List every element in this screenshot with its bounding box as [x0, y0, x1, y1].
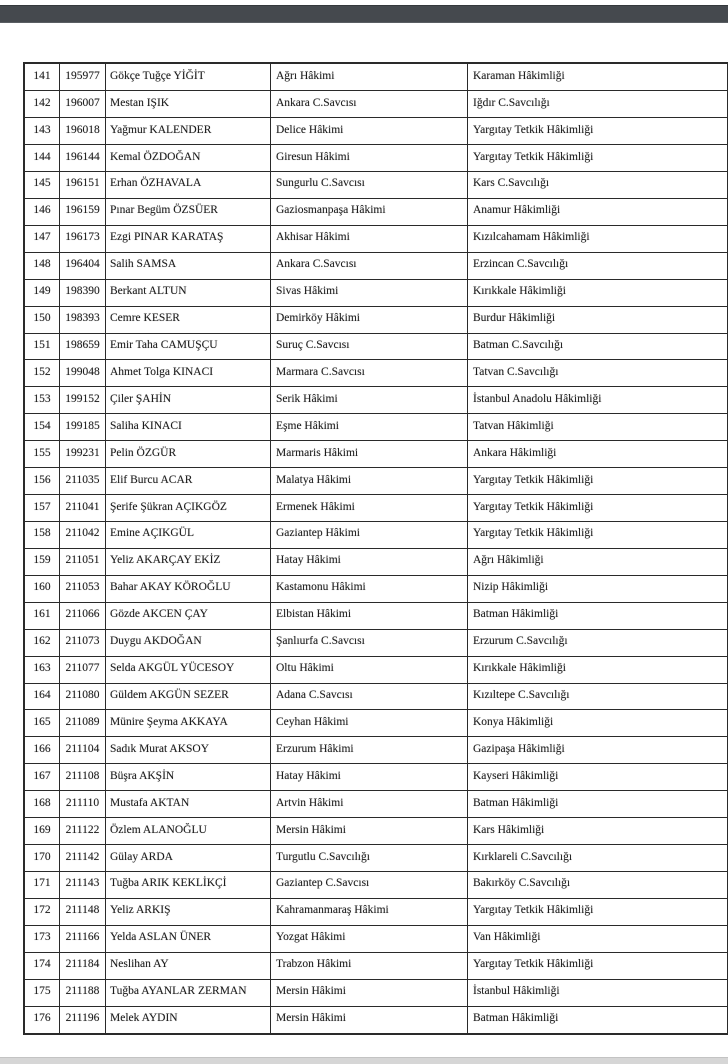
registry-number-cell: 211035 [60, 468, 106, 495]
table-row [24, 602, 728, 629]
current-post-cell: Sivas Hâkimi [271, 279, 468, 306]
name-cell: Yağmur KALENDER [106, 118, 271, 145]
name-cell: Münire Şeyma AKKAYA [106, 710, 271, 737]
assigned-post-cell: Batman C.Savcılığı [468, 333, 728, 360]
current-post-cell: Ağrı Hâkimi [271, 63, 468, 91]
current-post-cell: Gaziantep Hâkimi [271, 522, 468, 549]
name-cell: Yelda ASLAN ÜNER [106, 925, 271, 952]
name-cell: Salih SAMSA [106, 252, 271, 279]
current-post-cell: Adana C.Savcısı [271, 683, 468, 710]
registry-number-cell: 199152 [60, 387, 106, 414]
name-cell: Güldem AKGÜN SEZER [106, 683, 271, 710]
registry-number-cell: 211089 [60, 710, 106, 737]
name-cell: Cemre KESER [106, 306, 271, 333]
current-post-cell: Giresun Hâkimi [271, 145, 468, 172]
assigned-post-cell: Ankara Hâkimliği [468, 441, 728, 468]
name-cell: Büşra AKŞİN [106, 764, 271, 791]
registry-number-cell: 198390 [60, 279, 106, 306]
registry-number-cell: 199048 [60, 360, 106, 387]
table-row [24, 414, 728, 441]
table-row [24, 198, 728, 225]
row-number-cell: 152 [24, 360, 60, 387]
table-row [24, 468, 728, 495]
registry-number-cell: 211166 [60, 925, 106, 952]
current-post-cell: Malatya Hâkimi [271, 468, 468, 495]
row-number-cell: 164 [24, 683, 60, 710]
table-row [24, 737, 728, 764]
row-number-cell: 142 [24, 91, 60, 118]
table-row [24, 360, 728, 387]
assigned-post-cell: Gazipaşa Hâkimliği [468, 737, 728, 764]
current-post-cell: Ankara C.Savcısı [271, 252, 468, 279]
table-row [24, 925, 728, 952]
name-cell: Gözde AKCEN ÇAY [106, 602, 271, 629]
name-cell: Çiler ŞAHİN [106, 387, 271, 414]
assigned-post-cell: Konya Hâkimliği [468, 710, 728, 737]
current-post-cell: Marmaris Hâkimi [271, 441, 468, 468]
name-cell: Elif Burcu ACAR [106, 468, 271, 495]
registry-number-cell: 211104 [60, 737, 106, 764]
table-row [24, 522, 728, 549]
table-row [24, 387, 728, 414]
current-post-cell: Artvin Hâkimi [271, 791, 468, 818]
registry-number-cell: 211148 [60, 898, 106, 925]
name-cell: Tuğba ARIK KEKLİKÇİ [106, 872, 271, 899]
name-cell: Ahmet Tolga KINACI [106, 360, 271, 387]
current-post-cell: Erzurum Hâkimi [271, 737, 468, 764]
table-row [24, 872, 728, 899]
table-row [24, 252, 728, 279]
row-number-cell: 158 [24, 522, 60, 549]
name-cell: Berkant ALTUN [106, 279, 271, 306]
registry-number-cell: 196173 [60, 225, 106, 252]
registry-number-cell: 211122 [60, 818, 106, 845]
row-number-cell: 165 [24, 710, 60, 737]
registry-number-cell: 199231 [60, 441, 106, 468]
registry-number-cell: 196007 [60, 91, 106, 118]
table-row [24, 952, 728, 979]
assigned-post-cell: Yargıtay Tetkik Hâkimliği [468, 495, 728, 522]
table-row [24, 279, 728, 306]
current-post-cell: Trabzon Hâkimi [271, 952, 468, 979]
current-post-cell: Oltu Hâkimi [271, 656, 468, 683]
header-bar [0, 5, 728, 23]
registry-number-cell: 211184 [60, 952, 106, 979]
assigned-post-cell: Erzincan C.Savcılığı [468, 252, 728, 279]
row-number-cell: 169 [24, 818, 60, 845]
row-number-cell: 154 [24, 414, 60, 441]
assigned-post-cell: Erzurum C.Savcılığı [468, 629, 728, 656]
row-number-cell: 161 [24, 602, 60, 629]
current-post-cell: Delice Hâkimi [271, 118, 468, 145]
table-row [24, 898, 728, 925]
assignment-table [23, 62, 728, 1035]
registry-number-cell: 211143 [60, 872, 106, 899]
name-cell: Duygu AKDOĞAN [106, 629, 271, 656]
name-cell: Sadık Murat AKSOY [106, 737, 271, 764]
row-number-cell: 156 [24, 468, 60, 495]
assigned-post-cell: Bakırköy C.Savcılığı [468, 872, 728, 899]
assigned-post-cell: Yargıtay Tetkik Hâkimliği [468, 952, 728, 979]
registry-number-cell: 196144 [60, 145, 106, 172]
row-number-cell: 146 [24, 198, 60, 225]
assigned-post-cell: Batman Hâkimliği [468, 791, 728, 818]
current-post-cell: Gaziosmanpaşa Hâkimi [271, 198, 468, 225]
current-post-cell: Kastamonu Hâkimi [271, 575, 468, 602]
assigned-post-cell: İstanbul Anadolu Hâkimliği [468, 387, 728, 414]
registry-number-cell: 211042 [60, 522, 106, 549]
row-number-cell: 167 [24, 764, 60, 791]
current-post-cell: Marmara C.Savcısı [271, 360, 468, 387]
current-post-cell: Elbistan Hâkimi [271, 602, 468, 629]
row-number-cell: 166 [24, 737, 60, 764]
registry-number-cell: 195977 [60, 63, 106, 91]
table-row [24, 764, 728, 791]
registry-number-cell: 211142 [60, 845, 106, 872]
current-post-cell: Sungurlu C.Savcısı [271, 172, 468, 199]
table-row [24, 791, 728, 818]
registry-number-cell: 211110 [60, 791, 106, 818]
registry-number-cell: 198393 [60, 306, 106, 333]
assigned-post-cell: İstanbul Hâkimliği [468, 979, 728, 1006]
assigned-post-cell: Yargıtay Tetkik Hâkimliği [468, 118, 728, 145]
registry-number-cell: 211066 [60, 602, 106, 629]
assigned-post-cell: Batman Hâkimliği [468, 1006, 728, 1034]
name-cell: Ezgi PINAR KARATAŞ [106, 225, 271, 252]
assigned-post-cell: Tatvan Hâkimliği [468, 414, 728, 441]
assignment-table-body [24, 63, 728, 1034]
table-row [24, 333, 728, 360]
registry-number-cell: 211080 [60, 683, 106, 710]
assigned-post-cell: Kırklareli C.Savcılığı [468, 845, 728, 872]
row-number-cell: 150 [24, 306, 60, 333]
registry-number-cell: 199185 [60, 414, 106, 441]
table-row [24, 548, 728, 575]
row-number-cell: 157 [24, 495, 60, 522]
registry-number-cell: 211077 [60, 656, 106, 683]
table-row [24, 818, 728, 845]
name-cell: Emine AÇIKGÜL [106, 522, 271, 549]
registry-number-cell: 211051 [60, 548, 106, 575]
row-number-cell: 168 [24, 791, 60, 818]
table-row [24, 629, 728, 656]
registry-number-cell: 211196 [60, 1006, 106, 1034]
row-number-cell: 171 [24, 872, 60, 899]
name-cell: Gökçe Tuğçe YİĞİT [106, 63, 271, 91]
name-cell: Kemal ÖZDOĞAN [106, 145, 271, 172]
table-row [24, 225, 728, 252]
registry-number-cell: 211108 [60, 764, 106, 791]
table-row [24, 845, 728, 872]
assigned-post-cell: Kızılcahamam Hâkimliği [468, 225, 728, 252]
name-cell: Emir Taha CAMUŞÇU [106, 333, 271, 360]
registry-number-cell: 198659 [60, 333, 106, 360]
current-post-cell: Demirköy Hâkimi [271, 306, 468, 333]
row-number-cell: 148 [24, 252, 60, 279]
registry-number-cell: 196151 [60, 172, 106, 199]
name-cell: Yeliz ARKIŞ [106, 898, 271, 925]
current-post-cell: Yozgat Hâkimi [271, 925, 468, 952]
assigned-post-cell: Iğdır C.Savcılığı [468, 91, 728, 118]
row-number-cell: 141 [24, 63, 60, 91]
assigned-post-cell: Kızıltepe C.Savcılığı [468, 683, 728, 710]
name-cell: Özlem ALANOĞLU [106, 818, 271, 845]
registry-number-cell: 211073 [60, 629, 106, 656]
row-number-cell: 151 [24, 333, 60, 360]
row-number-cell: 175 [24, 979, 60, 1006]
row-number-cell: 143 [24, 118, 60, 145]
registry-number-cell: 196159 [60, 198, 106, 225]
current-post-cell: Şanlıurfa C.Savcısı [271, 629, 468, 656]
row-number-cell: 144 [24, 145, 60, 172]
assigned-post-cell: Batman Hâkimliği [468, 602, 728, 629]
table-row [24, 575, 728, 602]
current-post-cell: Eşme Hâkimi [271, 414, 468, 441]
assigned-post-cell: Yargıtay Tetkik Hâkimliği [468, 145, 728, 172]
current-post-cell: Serik Hâkimi [271, 387, 468, 414]
name-cell: Selda AKGÜL YÜCESOY [106, 656, 271, 683]
table-row [24, 306, 728, 333]
table-row [24, 979, 728, 1006]
assigned-post-cell: Kayseri Hâkimliği [468, 764, 728, 791]
current-post-cell: Akhisar Hâkimi [271, 225, 468, 252]
assigned-post-cell: Yargıtay Tetkik Hâkimliği [468, 522, 728, 549]
assigned-post-cell: Kırıkkale Hâkimliği [468, 656, 728, 683]
row-number-cell: 163 [24, 656, 60, 683]
name-cell: Melek AYDIN [106, 1006, 271, 1034]
name-cell: Saliha KINACI [106, 414, 271, 441]
assigned-post-cell: Yargıtay Tetkik Hâkimliği [468, 898, 728, 925]
name-cell: Şerife Şükran AÇIKGÖZ [106, 495, 271, 522]
table-row [24, 656, 728, 683]
table-row [24, 63, 728, 91]
assigned-post-cell: Burdur Hâkimliği [468, 306, 728, 333]
name-cell: Yeliz AKARÇAY EKİZ [106, 548, 271, 575]
row-number-cell: 160 [24, 575, 60, 602]
assigned-post-cell: Karaman Hâkimliği [468, 63, 728, 91]
current-post-cell: Ankara C.Savcısı [271, 91, 468, 118]
table-row [24, 172, 728, 199]
current-post-cell: Mersin Hâkimi [271, 979, 468, 1006]
row-number-cell: 174 [24, 952, 60, 979]
current-post-cell: Suruç C.Savcısı [271, 333, 468, 360]
row-number-cell: 162 [24, 629, 60, 656]
name-cell: Neslihan AY [106, 952, 271, 979]
assigned-post-cell: Kars Hâkimliği [468, 818, 728, 845]
current-post-cell: Mersin Hâkimi [271, 818, 468, 845]
table-row [24, 118, 728, 145]
name-cell: Tuğba AYANLAR ZERMAN [106, 979, 271, 1006]
assigned-post-cell: Nizip Hâkimliği [468, 575, 728, 602]
footer-bar [0, 1057, 728, 1064]
current-post-cell: Ermenek Hâkimi [271, 495, 468, 522]
row-number-cell: 172 [24, 898, 60, 925]
registry-number-cell: 211053 [60, 575, 106, 602]
name-cell: Bahar AKAY KÖROĞLU [106, 575, 271, 602]
assigned-post-cell: Yargıtay Tetkik Hâkimliği [468, 468, 728, 495]
table-row [24, 91, 728, 118]
table-row [24, 495, 728, 522]
table-row [24, 145, 728, 172]
assigned-post-cell: Anamur Hâkimliği [468, 198, 728, 225]
registry-number-cell: 211041 [60, 495, 106, 522]
assigned-post-cell: Van Hâkimliği [468, 925, 728, 952]
name-cell: Erhan ÖZHAVALA [106, 172, 271, 199]
current-post-cell: Mersin Hâkimi [271, 1006, 468, 1034]
assigned-post-cell: Kars C.Savcılığı [468, 172, 728, 199]
assigned-post-cell: Tatvan C.Savcılığı [468, 360, 728, 387]
row-number-cell: 147 [24, 225, 60, 252]
registry-number-cell: 211188 [60, 979, 106, 1006]
registry-number-cell: 196404 [60, 252, 106, 279]
current-post-cell: Gaziantep C.Savcısı [271, 872, 468, 899]
current-post-cell: Kahramanmaraş Hâkimi [271, 898, 468, 925]
table-row [24, 683, 728, 710]
current-post-cell: Ceyhan Hâkimi [271, 710, 468, 737]
row-number-cell: 155 [24, 441, 60, 468]
row-number-cell: 145 [24, 172, 60, 199]
row-number-cell: 170 [24, 845, 60, 872]
row-number-cell: 176 [24, 1006, 60, 1034]
name-cell: Mustafa AKTAN [106, 791, 271, 818]
assigned-post-cell: Ağrı Hâkimliği [468, 548, 728, 575]
row-number-cell: 173 [24, 925, 60, 952]
current-post-cell: Hatay Hâkimi [271, 764, 468, 791]
current-post-cell: Hatay Hâkimi [271, 548, 468, 575]
assigned-post-cell: Kırıkkale Hâkimliği [468, 279, 728, 306]
row-number-cell: 153 [24, 387, 60, 414]
table-row [24, 441, 728, 468]
table-row [24, 1006, 728, 1034]
table-row [24, 710, 728, 737]
name-cell: Gülay ARDA [106, 845, 271, 872]
row-number-cell: 159 [24, 548, 60, 575]
current-post-cell: Turgutlu C.Savcılığı [271, 845, 468, 872]
registry-number-cell: 196018 [60, 118, 106, 145]
row-number-cell: 149 [24, 279, 60, 306]
name-cell: Mestan IŞIK [106, 91, 271, 118]
name-cell: Pınar Begüm ÖZSÜER [106, 198, 271, 225]
name-cell: Pelin ÖZGÜR [106, 441, 271, 468]
